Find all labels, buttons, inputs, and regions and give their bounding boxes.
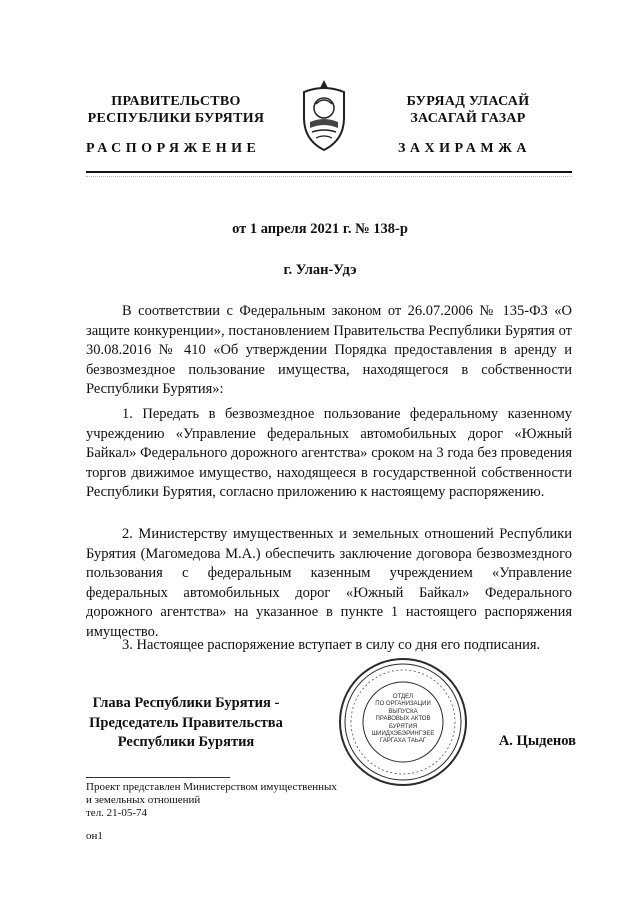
doc-type-title: РАСПОРЯЖЕНИЕ xyxy=(86,141,261,156)
header-divider xyxy=(86,171,572,173)
signatory-position xyxy=(86,694,286,753)
paragraph-preamble: В соответствии с Федеральным законом от 26.07.2006 № 135-ФЗ «О защите конкуренции», постановлением Правительства Республики Бурятия от 30.08.2016 № 410 «Об утверждении Порядка предоставления в аренду и безвозмездное пользование имущества, находящегося в собственности Республики Бурятия»: xyxy=(86,303,572,398)
signatory-position-line2: Председатель Правительства xyxy=(89,714,283,731)
footer-line2: и земельных отношений xyxy=(86,794,201,806)
seal-line: ПО ОРГАНИЗАЦИИ xyxy=(375,701,431,708)
footer-divider xyxy=(86,777,230,778)
official-seal-icon xyxy=(337,656,469,788)
seal-line: ОТДЕЛ xyxy=(392,694,414,700)
coat-of-arms-icon xyxy=(296,78,352,152)
signatory-name: А. Цыденов xyxy=(498,733,576,749)
doc-type-title-buryat: ЗАХИРАМЖА xyxy=(398,141,532,156)
seal-line: ГАРГАХА ТАЬАГ xyxy=(380,738,426,745)
signatory-position-line1: Глава Республики Бурятия - xyxy=(92,695,280,711)
paragraph-item-3: 3. Настоящее распоряжение вступает в силу со дня его подписания. xyxy=(122,637,541,653)
header-dotted-line xyxy=(86,176,572,181)
date-number: от 1 апреля 2021 г. № 138-р xyxy=(232,221,408,237)
footer-code: он1 xyxy=(86,830,103,842)
header-left-line2: РЕСПУБЛИКИ БУРЯТИЯ xyxy=(87,111,265,126)
footer-phone: тел. 21-05-74 xyxy=(86,807,148,819)
city: г. Улан-Удэ xyxy=(283,262,357,278)
paragraph-item-1: 1. Передать в безвозмездное пользование федеральному казенному учреждению «Управление федеральных автомобильных дорог «Южный Байкал» Федерального дорожного агентства» сроком на 3 года без проведения торгов движимое имущество, находящееся в государственной собственности Республики Бурятия, согласно приложению к настоящему распоряжению. xyxy=(86,406,572,501)
seal-line: БУРЯТИЯ xyxy=(388,723,418,730)
header-right-line2: ЗАСАГАЙ ГАЗАР xyxy=(410,111,526,126)
footer-line1: Проект представлен Министерством имущественных xyxy=(86,781,337,793)
seal-line: ПРАВОВЫХ АКТОВ xyxy=(375,716,431,723)
paragraph-item-2: 2. Министерству имущественных и земельных отношений Республики Бурятия (Магомедова М.А.) обеспечить заключение договора безвозмездного пользования с федеральным казенным учреждением «Управление федеральных автомобильных дорог «Южный Байкал» Федерального дорожного агентства» на указанное в пункте 1 настоящего распоряжения имущество. xyxy=(86,526,572,640)
header-right-org xyxy=(392,93,544,127)
signatory-position-line3: Республики Бурятия xyxy=(117,734,255,750)
header-left-org xyxy=(86,93,266,127)
seal-line: ШИИДХЭБЭРИНГЭЕЕ xyxy=(371,731,435,738)
footer-note xyxy=(86,781,337,820)
header-right-line1: БУРЯАД УЛАСАЙ xyxy=(406,94,530,109)
header-left-line1: ПРАВИТЕЛЬСТВО xyxy=(111,94,241,109)
seal-inner-text xyxy=(367,694,439,746)
seal-line: ВЫПУСКА xyxy=(388,708,418,715)
